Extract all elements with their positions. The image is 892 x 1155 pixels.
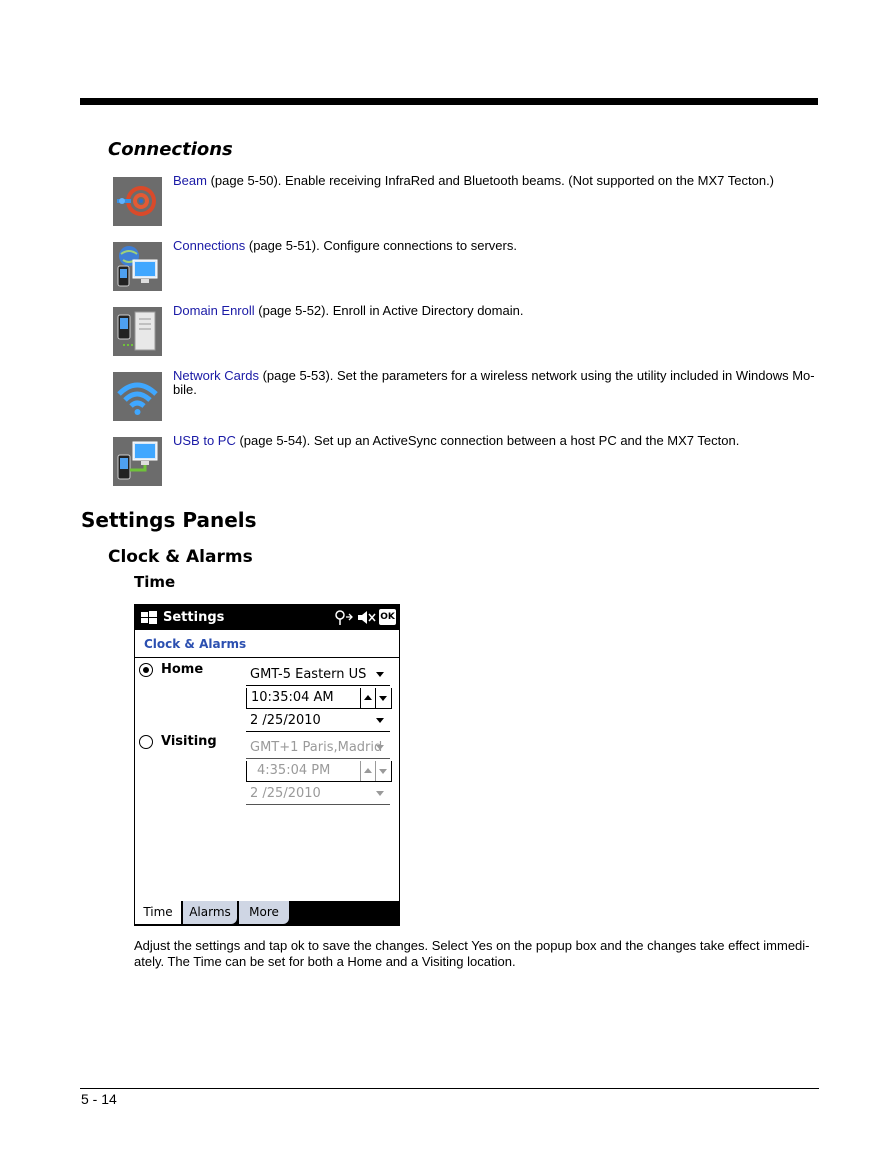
beam-link[interactable]: Beam [173,173,207,188]
section-heading-settings-panels: Settings Panels [81,508,257,532]
chevron-down-icon [376,745,384,750]
list-item-text [173,434,819,448]
list-item-usb-to-pc [113,433,823,487]
windows-start-icon[interactable] [141,610,157,624]
stepper-down-icon[interactable] [375,688,390,708]
visiting-radio-label: Visiting [161,734,217,749]
usb-to-pc-link[interactable]: USB to PC [173,433,236,448]
visiting-timezone-value: GMT+1 Paris,Madrid [250,740,383,755]
list-item-text [173,304,819,318]
connections-icon [113,242,162,291]
item-description: (page 5-53). Set the parameters for a wireless network using the utility included in Windows Mo-bile. [173,368,815,397]
subsubsection-heading-time: Time [134,573,176,591]
body-paragraph: Adjust the settings and tap ok to save the changes. Select Yes on the popup box and the changes take effect immedi-ately. The Time can be set for both a Home and a Visiting location. [134,938,810,969]
visiting-timezone-select[interactable] [246,738,390,759]
list-item-text [173,239,819,253]
tab-more[interactable]: More [239,901,289,924]
device-title: Settings [163,610,225,625]
bottom-rule [80,1088,819,1089]
list-item-text [173,174,819,188]
domain-enroll-link[interactable]: Domain Enroll [173,303,255,318]
connections-link[interactable]: Connections [173,238,246,253]
chevron-down-icon [376,718,384,723]
chevron-down-icon [376,672,384,677]
divider [135,657,399,658]
home-time-value: 10:35:04 AM [251,690,334,705]
domain-enroll-icon [113,307,162,356]
item-description: (page 5-52). Enroll in Active Directory domain. [254,303,524,318]
home-timezone-value: GMT-5 Eastern US [250,667,367,682]
list-item-connections [113,238,823,292]
item-description: (page 5-54). Set up an ActiveSync connection between a host PC and the MX7 Tecton. [235,433,740,448]
page-number: 5 - 14 [81,1091,117,1107]
visiting-radio[interactable] [139,735,153,749]
list-item-domain-enroll [113,303,823,357]
section-heading-connections: Connections [108,139,233,160]
device-title-bar [135,605,399,630]
visiting-date-value: 2 /25/2010 [250,786,321,801]
subsection-heading-clock-alarms: Clock & Alarms [108,547,253,567]
tab-time[interactable]: Time [135,901,181,924]
tab-alarms[interactable]: Alarms [183,901,237,924]
device-screenshot [134,604,400,926]
visiting-time-value: 4:35:04 PM [257,763,331,778]
speaker-muted-icon[interactable] [356,609,376,626]
top-rule [80,98,818,105]
list-item-network-cards [113,368,823,422]
network-cards-icon [113,372,162,421]
home-timezone-select[interactable] [246,665,390,686]
ok-button[interactable]: OK [379,609,396,625]
home-date-value: 2 /25/2010 [250,713,321,728]
beam-icon [113,177,162,226]
device-subheading: Clock & Alarms [144,637,247,651]
stepper-up-icon[interactable] [360,761,375,781]
home-date-select[interactable] [246,711,390,732]
home-time-stepper[interactable] [246,688,392,709]
list-item-text [173,369,819,397]
list-item-beam [113,173,823,227]
network-cards-link[interactable]: Network Cards [173,368,259,383]
visiting-date-select[interactable] [246,784,390,805]
stepper-down-icon[interactable] [375,761,390,781]
device-tab-bar [135,901,399,925]
chevron-down-icon [376,791,384,796]
connectivity-icon[interactable] [333,609,353,626]
home-radio[interactable] [139,663,153,677]
stepper-up-icon[interactable] [360,688,375,708]
item-description: (page 5-51). Configure connections to servers. [245,238,517,253]
visiting-time-stepper[interactable] [246,761,392,782]
home-radio-label: Home [161,662,204,677]
item-description: (page 5-50). Enable receiving InfraRed and Bluetooth beams. (Not supported on the MX7 Tecton.) [206,173,775,188]
usb-to-pc-icon [113,437,162,486]
